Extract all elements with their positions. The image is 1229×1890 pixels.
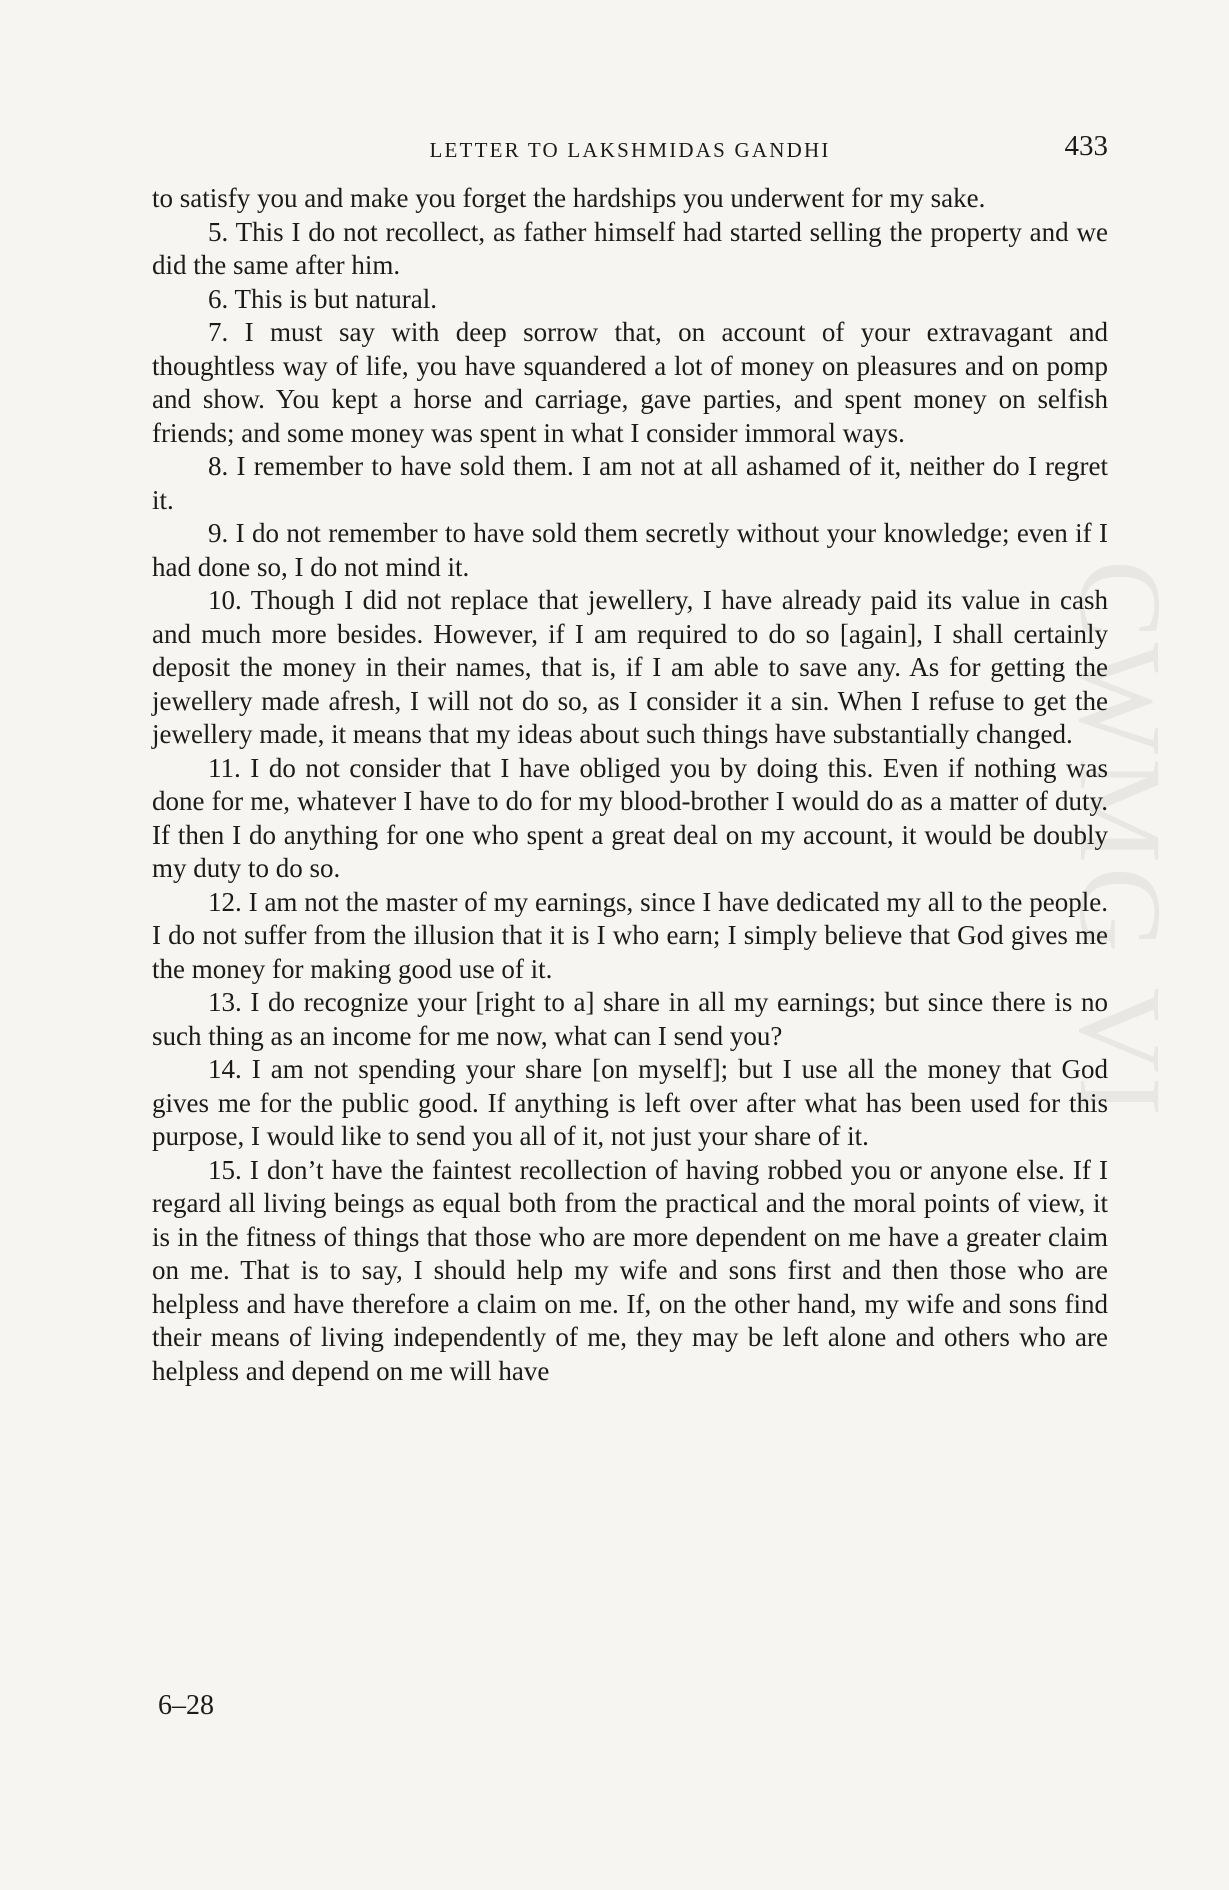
paragraph: 10. Though I did not replace that jewellery, I have already paid its value in cash and much more besides. However, if I am required to do so [again], I shall certainly deposit the money in their names, that is, if I am able to save any. As for getting the jewellery made afresh, I will not do so, as I consider it a sin. When I refuse to get the jewellery made, it means that my ideas about such things have substantially changed. xyxy=(152,585,1108,749)
paragraph: 9. I do not remember to have sold them secretly without your knowledge; even if I had done so, I do not mind it. xyxy=(152,518,1108,582)
paragraph: 6. This is but natural. xyxy=(208,283,437,314)
watermark-text: CWMG VI xyxy=(1055,560,1186,1121)
paragraph: 11. I do not consider that I have obliged you by doing this. Even if nothing was done for me, whatever I have to do for my blood-brother I would do as a matter of duty. If then I do anything for one who spent a great deal on my account, it would be doubly my duty to do so. xyxy=(152,752,1108,883)
paragraph: 14. I am not spending your share [on myself]; but I use all the money that God gives me for the public good. If anything is left over after what has been used for this purpose, I would like to send you all of it, not just your share of it. xyxy=(152,1054,1108,1151)
paragraph: 12. I am not the master of my earnings, since I have dedicated my all to the people. I do not suffer from the illusion that it is I who earn; I simply believe that God gives me the money for making good use of it. xyxy=(152,886,1108,984)
paragraph: 8. I remember to have sold them. I am not at all ashamed of it, neither do I regret it. xyxy=(152,451,1108,515)
paragraph: to satisfy you and make you forget the hardships you underwent for my sake. xyxy=(152,183,986,213)
paragraph: 13. I do recognize your [right to a] share in all my earnings; but since there is no such thing as an income for me now, what can I send you? xyxy=(152,987,1108,1051)
running-head xyxy=(152,130,1108,170)
paragraph: 7. I must say with deep sorrow that, on account of your extravagant and thoughtless way of life, you have squandered a lot of money on pleasures and on pomp and show. You kept a horse and carriage, gave parties, and spent money on selfish friends; and some money was spent in what I consider immoral ways. xyxy=(152,317,1108,448)
paragraph: 15. I don’t have the faintest recollection of having robbed you or anyone else. If I regard all living beings as equal both from the practical and the moral points of view, it is in the fitness of things that those who are more dependent on me have a greater claim on me. That is to say, I should help my wife and sons first and then those who are helpless and have therefore a claim on me. If, on the other hand, my wife and sons find their means of living independently of me, they may be left alone and others who are helpless and depend on me will have xyxy=(152,1154,1108,1386)
page-number: 433 xyxy=(1064,130,1108,162)
body-text xyxy=(152,182,1108,1388)
running-title: LETTER TO LAKSHMIDAS GANDHI xyxy=(429,138,831,162)
footer-signature: 6–28 xyxy=(158,1690,214,1721)
paragraph: 5. This I do not recollect, as father himself had started selling the property and we did the same after him. xyxy=(152,216,1108,280)
